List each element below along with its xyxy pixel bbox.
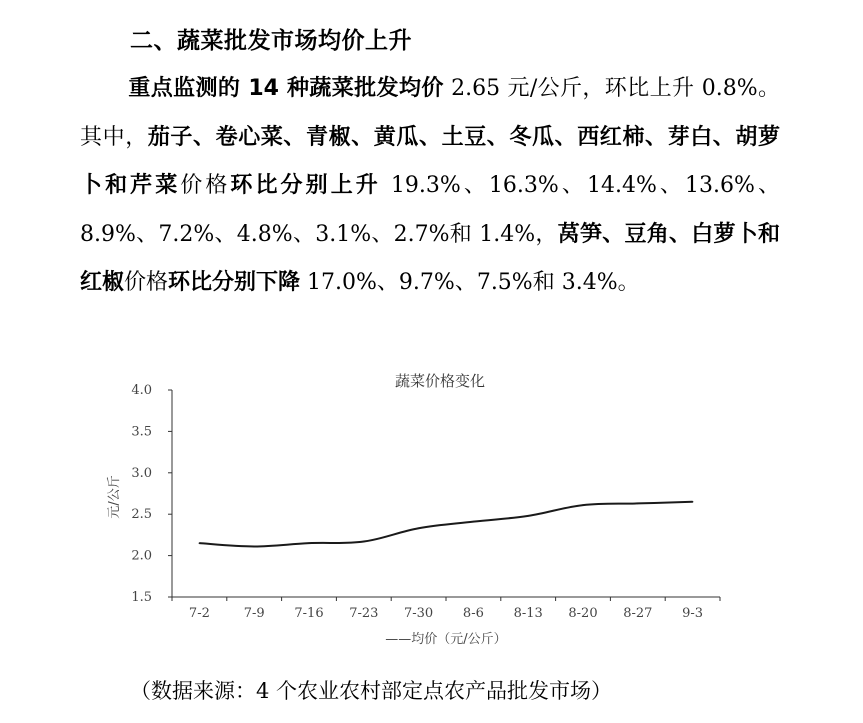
y-axis-title: 元/公斤 (107, 475, 122, 519)
para-seg-6: 19.3%、16.3%、14.4%、13.6%、8.9%、7.2%、4.8%、3.1%、2.7%和 1.4%， (80, 173, 780, 247)
para-seg-3: 茄子、卷心菜、青椒、黄瓜、土豆、冬瓜、西红柿、芽白、胡萝卜和芹菜 (80, 124, 780, 198)
y-tick-label: 3.0 (131, 465, 152, 481)
y-tick-label: 2.5 (131, 507, 152, 523)
data-point-7-2 (199, 542, 201, 544)
x-axis-ticks (172, 597, 720, 621)
section-heading: 二、蔬菜批发市场均价上升 (130, 28, 412, 54)
x-tick-label: 7-9 (243, 606, 265, 621)
para-seg-7: 莴笋、豆角、白萝卜和红椒 (80, 221, 780, 295)
x-tick-label: 8-13 (513, 606, 543, 621)
y-axis-ticks (131, 383, 172, 605)
data-source: （数据来源：4 个农业农村部定点农产品批发市场） (130, 679, 613, 703)
data-point-7-16 (308, 542, 310, 544)
para-seg-1: 重点监测的 14 种蔬菜批发均价 (128, 76, 444, 101)
chart-title: 蔬菜价格变化 (394, 372, 486, 390)
price-chart (100, 360, 740, 660)
data-point-8-27 (637, 503, 639, 505)
data-point-7-23 (363, 541, 365, 543)
x-tick-label: 7-16 (294, 606, 324, 621)
price-chart-svg (100, 360, 740, 660)
series-line-avg-price (199, 502, 692, 547)
para-seg-9: 环比分别下降 (168, 270, 301, 295)
legend-label: ——均价（元/公斤） (385, 632, 507, 647)
para-seg-10: 17.0%、9.7%、7.5%和 3.4%。 (300, 270, 640, 295)
x-tick-label: 8-27 (623, 606, 653, 621)
para-seg-8: 价格 (124, 270, 169, 295)
para-seg-2: 2.65 元/公斤，环比上升 0.8%。其中， (80, 76, 780, 150)
y-tick-label: 3.5 (131, 424, 152, 440)
data-point-8-13 (527, 515, 529, 517)
data-point-8-6 (473, 521, 475, 523)
x-tick-label: 8-20 (568, 606, 598, 621)
x-tick-label: 7-30 (403, 606, 434, 621)
x-tick-label: 7-2 (188, 606, 210, 621)
para-seg-5: 环比分别上升 (230, 173, 381, 198)
y-tick-label: 2.0 (131, 548, 152, 564)
y-tick-label: 4.0 (131, 383, 152, 398)
y-tick-label: 1.5 (131, 590, 152, 605)
summary-paragraph (80, 65, 780, 308)
data-point-7-9 (253, 546, 255, 548)
x-tick-label: 9-3 (682, 606, 704, 621)
data-point-7-30 (418, 527, 420, 529)
data-point-9-3 (692, 501, 694, 503)
para-seg-4: 价格 (180, 173, 231, 198)
x-tick-label: 7-23 (349, 606, 379, 621)
x-tick-label: 8-6 (462, 606, 484, 621)
data-point-8-20 (582, 504, 584, 506)
